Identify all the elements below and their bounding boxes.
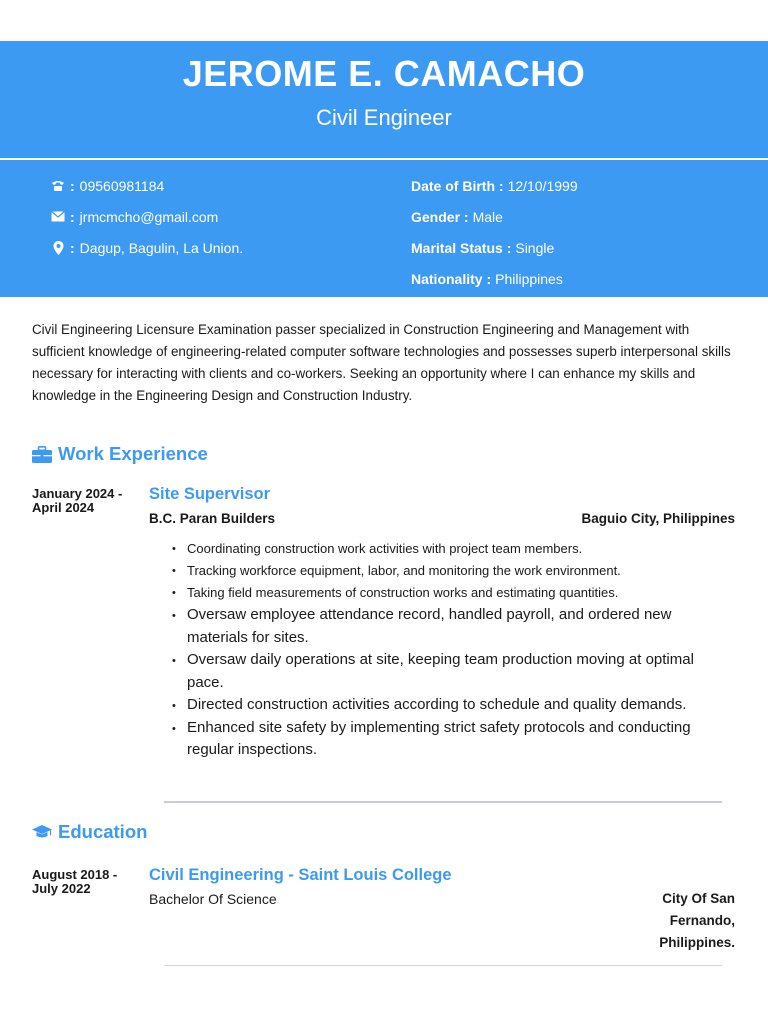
email-icon bbox=[50, 211, 66, 222]
candidate-name: JEROME E. CAMACHO bbox=[182, 53, 586, 94]
contact-email bbox=[50, 201, 243, 232]
education-location: City Of San Fernando, Philippines. bbox=[659, 891, 735, 950]
address-value: Dagup, Bagulin, La Union. bbox=[79, 239, 244, 256]
personal-gender bbox=[411, 201, 578, 232]
job-location: Baguio City, Philippines bbox=[581, 511, 735, 526]
personal-nationality bbox=[411, 263, 578, 294]
personal-dob bbox=[411, 170, 578, 201]
marital-status-value: Single bbox=[515, 239, 555, 256]
education-heading bbox=[32, 821, 147, 843]
header-divider bbox=[0, 158, 768, 160]
candidate-role: Civil Engineer bbox=[316, 105, 452, 130]
contact-separator: : bbox=[70, 208, 75, 225]
email-value[interactable]: jrmcmcho@gmail.com bbox=[79, 208, 219, 225]
marital-status-label: Marital Status : bbox=[411, 239, 512, 256]
list-item: • Oversaw employee attendance record, handled payroll, and ordered new materials for sites. bbox=[172, 604, 732, 649]
contact-address bbox=[50, 232, 243, 263]
education-degree: Bachelor Of Science bbox=[149, 891, 277, 907]
section-divider bbox=[164, 965, 722, 966]
gender-label: Gender : bbox=[411, 208, 469, 225]
gender-value: Male bbox=[472, 208, 503, 225]
work-experience-title: Work Experience bbox=[58, 443, 208, 464]
list-item: • Oversaw daily operations at site, keeping team production moving at optimal pace. bbox=[172, 649, 732, 694]
personal-info bbox=[411, 170, 578, 294]
education-title: Education bbox=[58, 821, 148, 842]
work-experience-heading bbox=[32, 443, 208, 465]
section-divider bbox=[164, 801, 722, 803]
personal-marital-status bbox=[411, 232, 578, 263]
contact-info bbox=[50, 170, 243, 263]
education-dates: August 2018 - July 2022 bbox=[32, 867, 118, 896]
list-item: • Coordinating construction work activities with project team members. bbox=[172, 538, 732, 560]
phone-value[interactable]: 09560981184 bbox=[79, 177, 165, 194]
contact-separator: : bbox=[70, 239, 75, 256]
list-item: • Tracking workforce equipment, labor, and monitoring the work environment. bbox=[172, 560, 732, 582]
job-dates: January 2024 - April 2024 bbox=[32, 486, 123, 515]
nationality-value: Philippines bbox=[495, 270, 563, 287]
list-item: • Taking field measurements of construction works and estimating quantities. bbox=[172, 582, 732, 604]
dob-value: 12/10/1999 bbox=[507, 177, 578, 194]
contact-phone bbox=[50, 170, 243, 201]
briefcase-icon bbox=[32, 446, 52, 463]
contact-separator: : bbox=[70, 177, 75, 194]
dob-label: Date of Birth : bbox=[411, 177, 504, 194]
location-pin-icon bbox=[50, 241, 66, 255]
job-bullets bbox=[172, 538, 732, 762]
list-item: • Directed construction activities according to schedule and quality demands. bbox=[172, 694, 732, 717]
education-school-title: Civil Engineering - Saint Louis College bbox=[149, 866, 452, 884]
phone-icon bbox=[50, 180, 66, 192]
list-item: • Enhanced site safety by implementing strict safety protocols and conducting regular inspections. bbox=[172, 717, 732, 762]
job-company: B.C. Paran Builders bbox=[149, 511, 276, 526]
profile-summary: Civil Engineering Licensure Examination passer specialized in Construction Engineering and Management with sufficient knowledge of engineering-related computer software technologies and possesses superb interpersonal skills necessary for interacting with clients and co-workers. Seeking an opportunity where I can enhance my skills and knowledge in the Engineering Design and Construction Industry. bbox=[32, 322, 731, 403]
graduation-cap-icon bbox=[32, 824, 52, 840]
nationality-label: Nationality : bbox=[411, 270, 492, 287]
job-title: Site Supervisor bbox=[149, 485, 271, 503]
